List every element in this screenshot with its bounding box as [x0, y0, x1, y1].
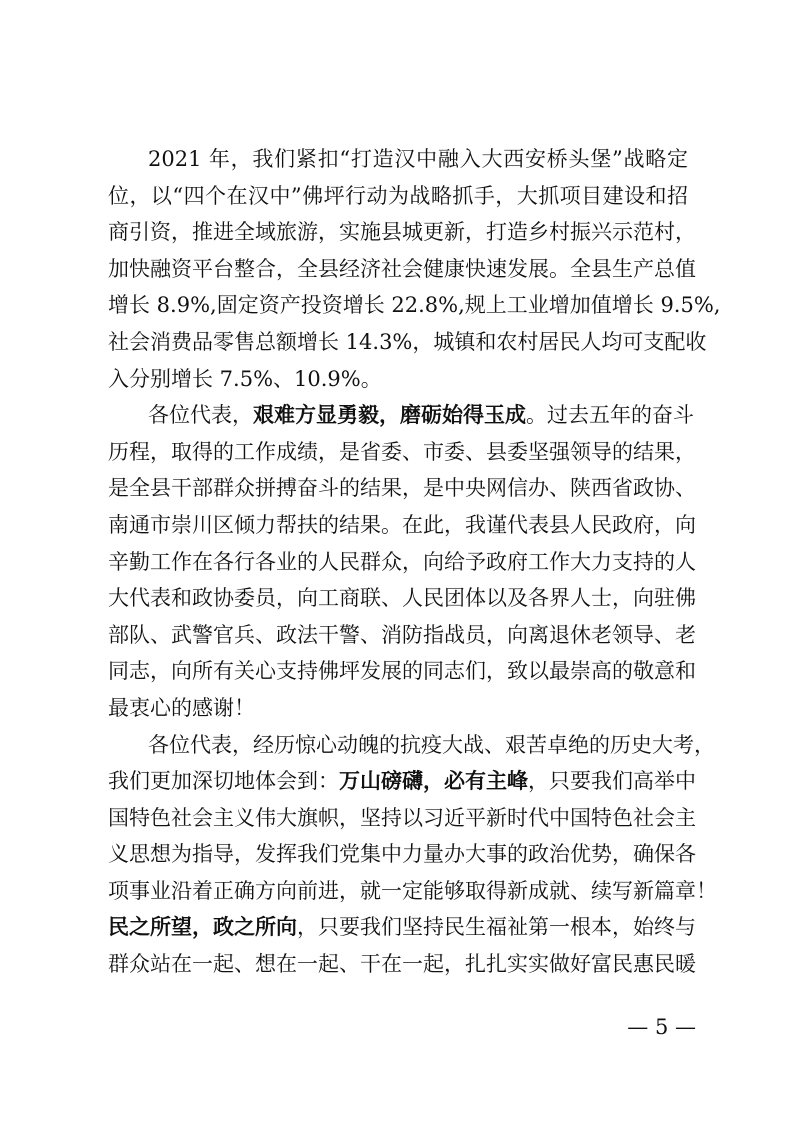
text-segment: ，只要我们坚持民生福祉第一根本，始终与	[297, 915, 696, 940]
text-line	[108, 617, 696, 654]
text-line	[108, 946, 696, 983]
text-line	[108, 470, 696, 507]
text-line	[108, 800, 696, 837]
emphasis-text: 艰难方显勇毅，磨砺始得玉成	[253, 402, 526, 428]
text-line	[108, 141, 688, 178]
text-segment: 2021 年，我们紧扣“打造汉中融入大西安桥头堡”战略定	[148, 147, 688, 171]
text-line	[108, 727, 715, 764]
text-segment: 义思想为指导，发挥我们党集中力量办大事的政治优势，确保各	[108, 842, 696, 867]
text-segment: 。过去五年的奋斗	[526, 403, 694, 428]
text-segment: 群众站在一起、想在一起、干在一起，扎扎实实做好富民惠民暖	[108, 952, 696, 977]
text-line	[108, 544, 696, 581]
text-segment: 同志，向所有关心支持佛坪发展的同志们，致以最崇高的敬意和	[108, 659, 696, 684]
text-segment: 位，以“四个在汉中”佛坪行动为战略抓手，大抓项目建设和招	[108, 183, 688, 208]
text-segment: 入分别增长 7.5%、10.9%。	[108, 366, 382, 391]
text-line	[108, 909, 696, 946]
text-segment: 最衷心的感谢！	[108, 695, 255, 720]
text-line	[108, 361, 688, 398]
text-line	[108, 507, 696, 544]
text-segment: 加快融资平台整合，全县经济社会健康快速发展。全县生产总值	[108, 256, 696, 281]
text-line	[108, 214, 696, 251]
text-segment: ，只要我们高举中	[528, 769, 696, 794]
text-line	[108, 178, 688, 215]
text-segment: 南通市崇川区倾力帮扶的结果。在此，我谨代表县人民政府，向	[108, 512, 696, 537]
text-line	[108, 434, 696, 471]
emphasis-text: 民之所望，政之所向	[108, 914, 297, 940]
emphasis-text: 万山磅礴，必有主峰	[339, 768, 528, 794]
text-line	[108, 690, 688, 727]
text-segment: 增长 8.9%,固定资产投资增长 22.8%,规上工业增加值增长 9.5%,	[108, 293, 721, 318]
text-segment: 国特色社会主义伟大旗帜，坚持以习近平新时代中国特色社会主	[108, 805, 696, 830]
document-body	[108, 141, 721, 983]
text-line	[108, 873, 717, 910]
page-number: — 5 —	[627, 1015, 696, 1039]
text-segment: 是全县干部群众拼搏奋斗的结果，是中央网信办、陕西省政协、	[108, 476, 696, 501]
text-line	[108, 397, 694, 434]
text-line	[108, 324, 707, 361]
text-line	[108, 653, 696, 690]
text-segment: 大代表和政协委员，向工商联、人民团体以及各界人士，向驻佛	[108, 586, 696, 611]
text-segment: 辛勤工作在各行各业的人民群众，向给予政府工作大力支持的人	[108, 549, 696, 574]
text-segment: 各位代表，	[148, 403, 253, 428]
text-segment: 项事业沿着正确方向前进，就一定能够取得新成就、续写新篇章！	[108, 878, 717, 903]
text-line	[108, 287, 721, 324]
text-segment: 社会消费品零售总额增长 14.3%，城镇和农村居民人均可支配收	[108, 329, 707, 354]
text-line	[108, 763, 696, 800]
text-line	[108, 580, 696, 617]
text-segment: 我们更加深切地体会到：	[108, 769, 339, 794]
text-line	[108, 251, 696, 288]
text-line	[108, 836, 696, 873]
text-segment: 历程，取得的工作成绩，是省委、市委、县委坚强领导的结果，	[108, 439, 696, 464]
text-segment: 商引资，推进全域旅游，实施县城更新，打造乡村振兴示范村，	[108, 220, 696, 245]
text-segment: 各位代表，经历惊心动魄的抗疫大战、艰苦卓绝的历史大考，	[148, 732, 715, 757]
text-segment: 部队、武警官兵、政法干警、消防指战员，向离退休老领导、老	[108, 622, 696, 647]
